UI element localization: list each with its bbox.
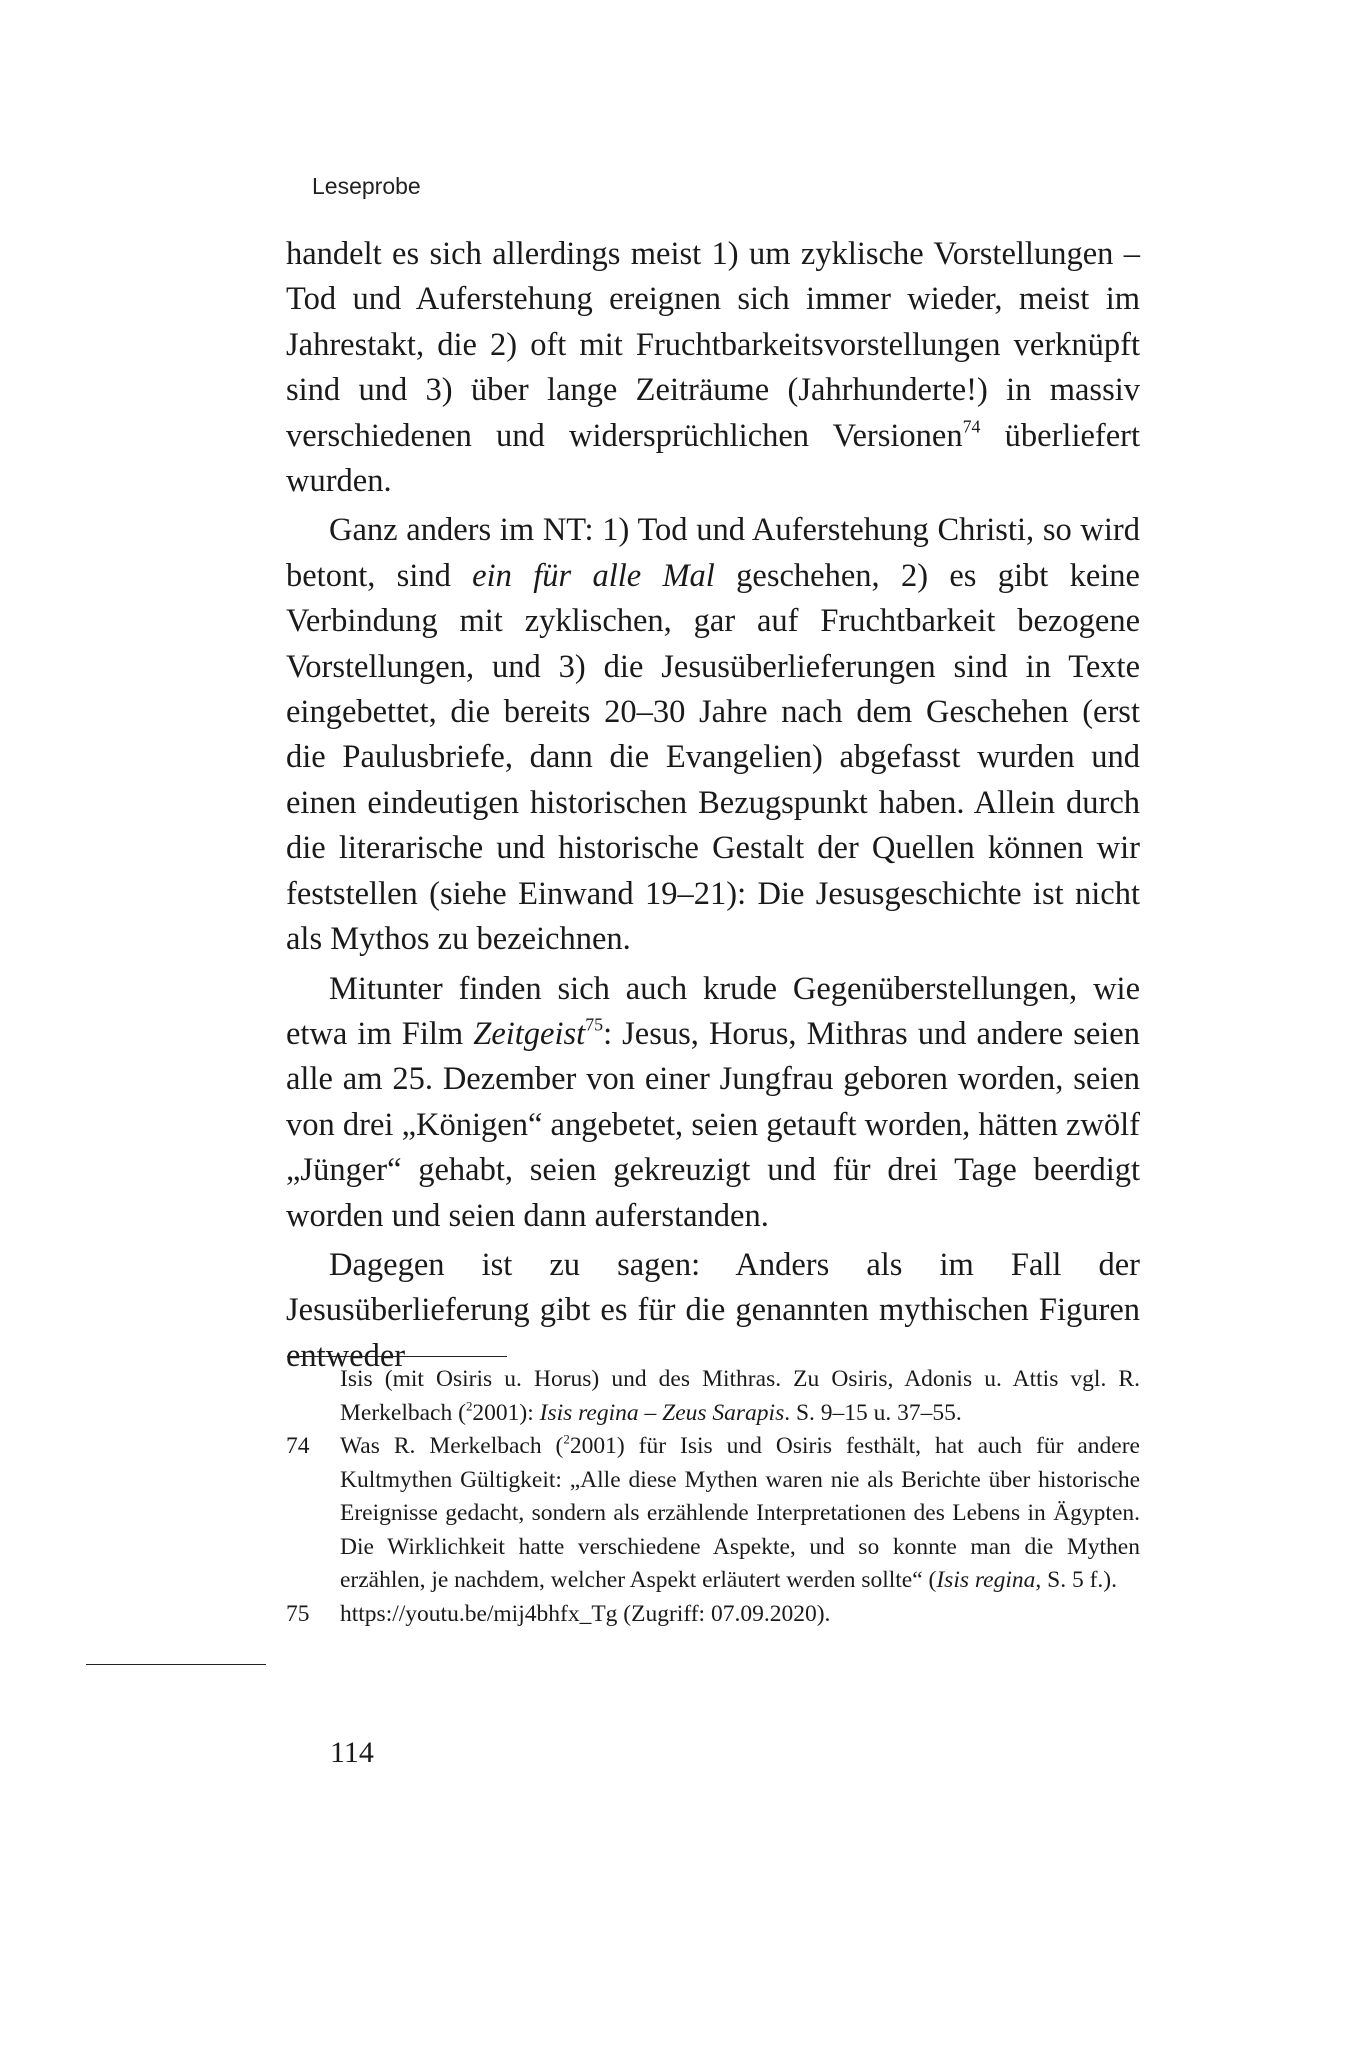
footnote-text: 2001): [472, 1399, 540, 1426]
page-number: 114 [330, 1736, 374, 1769]
footnote-text: Was R. Merkelbach ( [340, 1433, 564, 1459]
paragraph-4: Dagegen ist zu sagen: Anders als im Fall der Jesusüberlieferung gibt es für die genannten mythischen Figuren entweder [286, 1246, 1140, 1374]
paragraph-2-text: Ganz anders im NT: 1) Tod und Auferstehung Christi, so wird betont, sind [286, 512, 1140, 594]
margin-line [86, 1664, 266, 1665]
paragraph-3-text-end: : Jesus, Horus, Mithras und andere seien alle am 25. Dezember von einer Jungfrau geboren worden, seien von drei „Königen“ angebetet, seien getauft worden, hätten zwölf „Jünger“ gehabt, seien gekreuzigt und für drei Tage beerdigt worden und seien dann auferstanden. [286, 1015, 1140, 1234]
footnote-text: Isis (mit Osiris u. Horus) und des Mithras. Zu Osiris, Adonis u. Attis vgl. R. Merkelbach ( [340, 1366, 1140, 1426]
book-title: Isis regina [936, 1567, 1036, 1593]
footnote-75 [286, 1598, 1140, 1632]
footnote-ref-75[interactable]: 75 [585, 1014, 604, 1035]
footnote-74 [286, 1430, 1140, 1598]
footnotes [286, 1363, 1140, 1631]
footnote-number: 75 [286, 1600, 310, 1627]
footnote-text: , S. 5 f.). [1035, 1567, 1117, 1593]
paragraph-1-text-end: überliefert wurden. [286, 417, 1140, 500]
footnote-ref-74[interactable]: 74 [962, 416, 981, 437]
page-header: Leseprobe [312, 173, 421, 199]
paragraph-2 [286, 508, 1140, 962]
footnote-text: . S. 9–15 u. 37–55. [784, 1399, 962, 1426]
paragraph-1-text: handelt es sich allerdings meist 1) um zyklische Vorstellungen – Tod und Auferstehung ereignen sich immer wieder, meist im Jahrestakt, die 2) oft mit Fruchtbarkeitsvorstellungen verknüpft sind und 3) über lange Zeiträume (Jahrhunderte!) in massiv verschiedenen und widersprüchlichen Versionen [286, 236, 1140, 454]
footnote-continuation [286, 1363, 1140, 1430]
book-title: Isis regina – Zeus Sarapis [539, 1399, 785, 1426]
emphasis-text: ein für alle Mal [472, 557, 715, 594]
footnote-separator [287, 1356, 507, 1357]
paragraph-2-text-end: geschehen, 2) es gibt keine Verbindung mit zyklischen, gar auf Fruchtbarkeit bezogene Vorstellungen, und 3) die Jesusüberlieferungen sind in Texte eingebettet, die bereits 20–30 Jahre nach dem Geschehen (erst die Paulusbriefe, dann die Evangelien) abgefasst wurden und einen eindeutigen historischen Bezugspunkt haben. Allein durch die literarische und historische Gestalt der Quellen können wir feststellen (siehe Einwand 19–21): Die Jesusgeschichte ist nicht als Mythos zu bezeichnen. [286, 557, 1140, 958]
edition-superscript: 2 [465, 1397, 473, 1413]
footnote-number: 74 [286, 1433, 310, 1459]
footnote-link[interactable]: https://youtu.be/mij4bhfx_Tg (Zugriff: 07.09.2020). [340, 1600, 831, 1627]
film-title: Zeitgeist [473, 1015, 586, 1052]
paragraph-3 [286, 967, 1140, 1239]
paragraph-1 [286, 232, 1140, 504]
edition-superscript: 2 [563, 1431, 570, 1447]
paragraph-3-text: Mitunter finden sich auch krude Gegenüberstellungen, wie etwa im Film [286, 970, 1140, 1052]
footnote-text: 2001) für Isis und Osiris festhält, hat auch für andere Kultmythen Gültigkeit: „Alle diese Mythen waren nie als Berichte über historische Ereignisse gedacht, sondern als erzählende Interpretationen des Lebens in Ägypten. Die Wirklichkeit hatte verschiedene Aspekte, und so konnte man die Mythen erzählen, je nachdem, welcher Aspekt erläutert werden sollte“ ( [340, 1433, 1140, 1593]
main-text [286, 232, 1140, 1379]
